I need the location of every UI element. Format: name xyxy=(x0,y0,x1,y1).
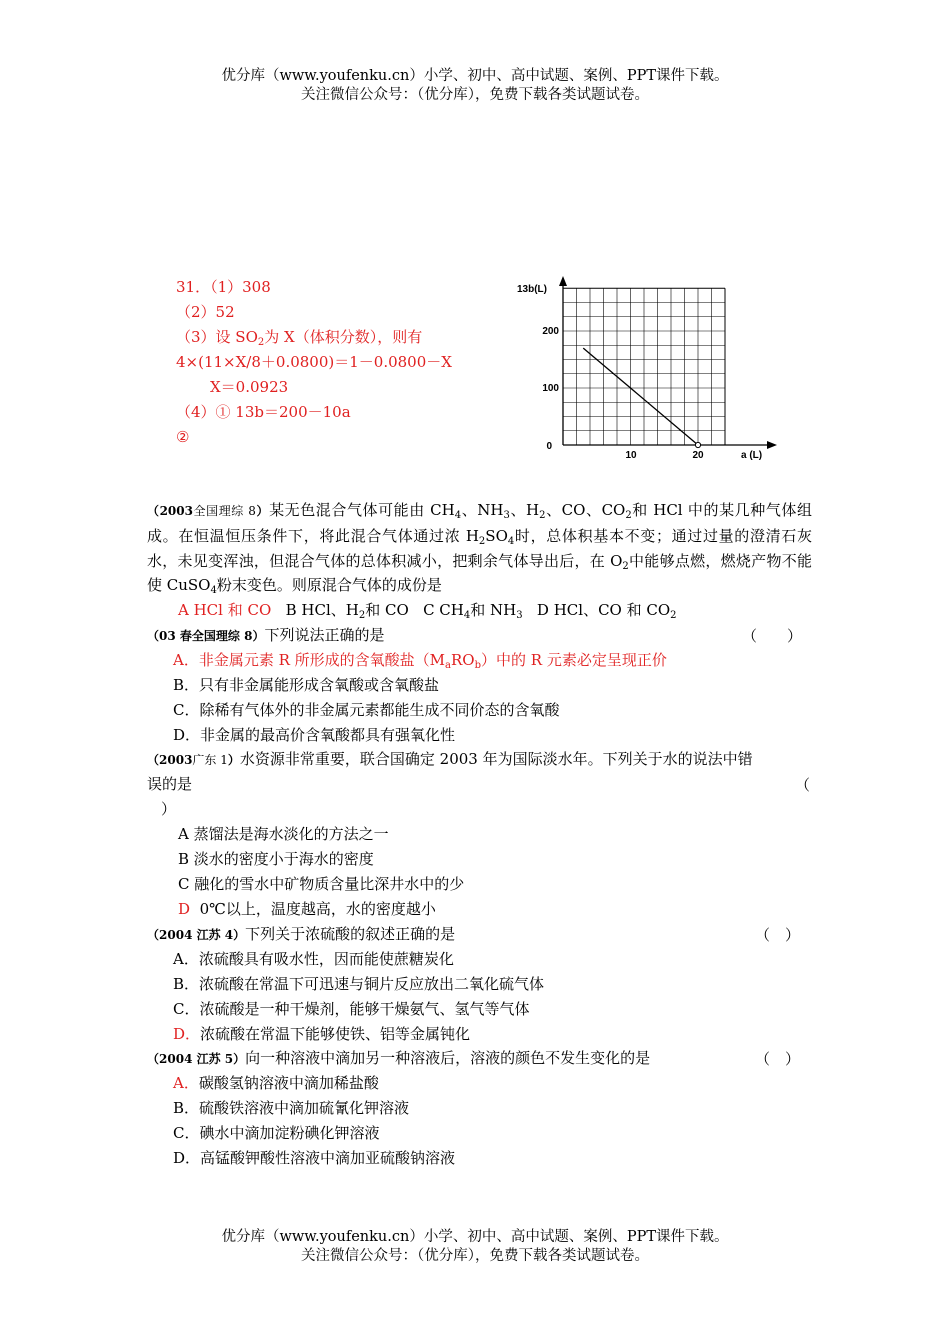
option-c: C $CH_4$和 $NH_3$ xyxy=(423,601,523,621)
option-d: D．非金属的最高价含氧酸都具有强氧化性 xyxy=(173,726,456,744)
question-text-cont: 误的是 xyxy=(147,775,193,793)
footer-line-1: 优分库（www.youfenku.cn）小学、初中、高中试题、案例、PPT课件下载。 xyxy=(221,1229,729,1245)
series-end-point xyxy=(695,442,700,447)
x-axis-label: a (L) xyxy=(741,450,763,461)
option-a: A HCl 和 CO xyxy=(178,601,272,619)
answer-paren: （ ） xyxy=(755,1050,801,1068)
question-tag: （2004 江苏 5） xyxy=(147,1052,246,1066)
answer-paren-close: ） xyxy=(161,800,177,818)
option-b: B HCl、$H_2$和 CO xyxy=(285,601,409,621)
option-c: C．浓硫酸是一种干燥剂，能够干燥氨气、氢气等气体 xyxy=(173,1000,530,1018)
y-tick-100: 100 xyxy=(542,383,559,394)
option-b: B．只有非金属能形成含氧酸或含氧酸盐 xyxy=(173,676,440,694)
option-b: B 淡水的密度小于海水的密度 xyxy=(178,850,374,868)
question-tag: （03 春全国理综 8） xyxy=(147,629,265,643)
x-tick-20: 20 xyxy=(692,450,704,461)
chart-grid xyxy=(563,288,725,445)
answer-paren: （ ） xyxy=(755,926,801,944)
question-tag: （2003全国理综 8） xyxy=(147,504,270,518)
option-a: A．非金属元素 R 所形成的含氧酸盐$(M_aRO_b)$中的 R 元素必定呈现正价 xyxy=(173,651,667,671)
option-d: D HCl、CO 和 $CO_2$ xyxy=(536,601,677,621)
y-axis-arrow xyxy=(559,276,567,286)
option-a: A．碳酸氢钠溶液中滴加稀盐酸 xyxy=(173,1074,379,1092)
question-03-spring-8: （03 春全国理综 8）下列说法正确的是 xyxy=(147,626,385,644)
option-c: C．除稀有气体外的非金属元素都能生成不同价态的含氧酸 xyxy=(173,701,560,719)
option-c: C 融化的雪水中矿物质含量比深井水中的少 xyxy=(178,875,465,893)
header-line-1: 优分库（www.youfenku.cn）小学、初中、高中试题、案例、PPT课件下载。 xyxy=(221,68,729,84)
graph-13b-vs-a xyxy=(505,270,790,470)
option-b: B．硫酸铁溶液中滴加硫氰化钾溶液 xyxy=(173,1099,410,1117)
question-tag: （2004 江苏 4） xyxy=(147,928,246,942)
option-b: B．浓硫酸在常温下可迅速与铜片反应放出二氧化硫气体 xyxy=(173,975,545,993)
header-line-2: 关注微信公众号：（优分库），免费下载各类试题试卷。 xyxy=(301,87,649,103)
answer-line: 4×(11×X/8＋0.0800)＝1－0.0800－X xyxy=(176,353,452,371)
y-axis-label: 13b(L) xyxy=(517,284,547,295)
footer-line-2: 关注微信公众号：（优分库），免费下载各类试题试卷。 xyxy=(301,1248,649,1264)
question-tag: （2003广东 1） xyxy=(147,753,240,767)
answer-line: （4）① 13b＝200－10a xyxy=(176,403,351,421)
x-axis-arrow xyxy=(767,441,777,449)
question-2004-jiangsu-5: （2004 江苏 5）向一种溶液中滴加另一种溶液后，溶液的颜色不发生变化的是 xyxy=(147,1049,651,1067)
answer-paren-open: （ xyxy=(795,776,811,794)
option-a: A．浓硫酸具有吸水性，因而能使蔗糖炭化 xyxy=(173,950,454,968)
answer-line: 31．（1）308 xyxy=(176,278,271,296)
x-tick-10: 10 xyxy=(625,450,637,461)
answer-line: ② xyxy=(176,428,190,446)
option-a: A 蒸馏法是海水淡化的方法之一 xyxy=(178,825,389,843)
option-d: D．浓硫酸在常温下能够使铁、铝等金属钝化 xyxy=(173,1025,471,1043)
answer-line: （3）设 $SO_2$为 X（体积分数），则有 xyxy=(176,328,423,348)
y-tick-0: 0 xyxy=(546,441,552,452)
question-2003-national-8: （2003全国理综 8）某无色混合气体可能由 $CH_4$、$NH_3$、$H_2$、CO、$CO_2$和 HCl 中的某几种气体组成。在恒温恒压条件下，将此混合气体通过浓 $H_2SO_4$时，总体积基本不变；通过过量的澄清石灰水，未见变浑浊，但混合气体的总体积减小，把剩余气体导出后，在 $O_2$中能够点燃，燃烧产物不能使 CuSO$_4$粉末变色。则原混合气体的成份是 xyxy=(147,501,812,597)
option-d: D 0℃以上，温度越高，水的密度越小 xyxy=(178,900,436,918)
y-tick-200: 200 xyxy=(542,326,559,337)
answer-paren: （ ） xyxy=(742,627,803,645)
option-c: C．碘水中滴加淀粉碘化钾溶液 xyxy=(173,1124,380,1142)
option-d: D．高锰酸钾酸性溶液中滴加亚硫酸钠溶液 xyxy=(173,1149,456,1167)
answer-line: X＝0.0923 xyxy=(210,378,289,396)
question-2004-jiangsu-4: （2004 江苏 4）下列关于浓硫酸的叙述正确的是 xyxy=(147,925,456,943)
question-options xyxy=(178,600,677,620)
answer-line: （2）52 xyxy=(176,303,235,321)
question-2003-guangdong-1: （2003广东 1）水资源非常重要，联合国确定 2003 年为国际淡水年。下列关于水的说法中错 xyxy=(147,750,753,768)
